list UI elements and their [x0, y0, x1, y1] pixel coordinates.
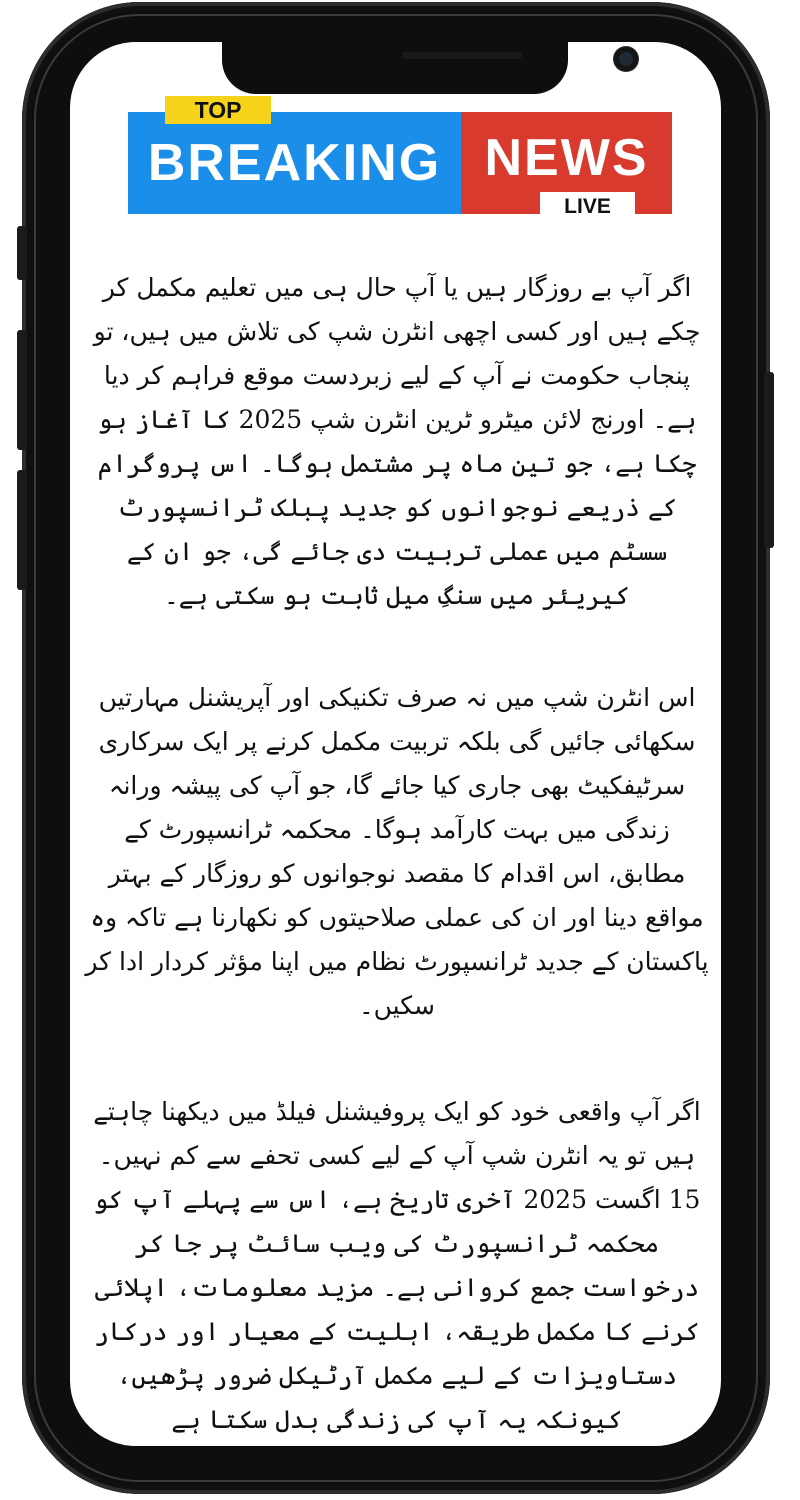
- article-paragraph-1: اگر آپ بے روزگار ہیں یا آپ حال ہی میں تعلیم مکمل کر چکے ہیں اور کسی اچھی انٹرن شپ کی تلاش میں ہیں، تو پنجاب حکومت نے آپ کے لیے زبردست موقع فراہم کر دیا ہے۔ اورنج لائن میٹرو ٹرین انٹرن شپ 2025 کا آغاز ہو چکا ہے، جو تین ماہ پر مشتمل ہوگا۔ اس پروگرام کے ذریعے نوجوانوں کو جدید پبلک ٹرانسپورٹ سسٹم میں عملی تربیت دی جائے گی، جو ان کے کیریئر میں سنگِ میل ثابت ہو سکتی ہے۔: [93, 273, 701, 610]
- volume-up-button: [17, 330, 27, 450]
- article-paragraph-2: اس انٹرن شپ میں نہ صرف تکنیکی اور آپریشنل مہارتیں سکھائی جائیں گی بلکہ تربیت مکمل کرنے پر ایک سرکاری سرٹیفکیٹ بھی جاری کیا جائے گا، جو آپ کی پیشہ ورانہ زندگی میں بہت کارآمد ہوگا۔ محکمہ ٹرانسپورٹ کے مطابق، اس اقدام کا مقصد نوجوانوں کو روزگار کے بہتر مواقع دینا اور ان کی عملی صلاحیتوں کو نکھارنا ہے تاکہ وہ پاکستان کے جدید ٹرانسپورٹ نظام میں اپنا مؤثر کردار ادا کر سکیں۔: [85, 683, 709, 1020]
- notch: [222, 42, 568, 94]
- news-label: NEWS: [461, 112, 672, 214]
- live-label: LIVE: [540, 192, 635, 222]
- phone-screen: [70, 42, 721, 1446]
- power-button: [764, 372, 774, 548]
- top-label: TOP: [165, 96, 271, 124]
- mute-switch: [17, 226, 27, 280]
- article-body: [84, 266, 710, 1442]
- front-camera-icon: [614, 47, 638, 71]
- breaking-news-banner: [128, 96, 672, 231]
- speaker-grille: [402, 52, 522, 59]
- breaking-label: BREAKING: [128, 112, 461, 214]
- article-paragraph-3: اگر آپ واقعی خود کو ایک پروفیشنل فیلڈ میں دیکھنا چاہتے ہیں تو یہ انٹرن شپ آپ کے لیے کسی تحفے سے کم نہیں۔ 15 اگست 2025 آخری تاریخ ہے، اس سے پہلے آپ کو محکمہ ٹرانسپورٹ کی ویب سائٹ پر جا کر درخواست جمع کروانی ہے۔ مزید معلومات، اپلائی کرنے کا مکمل طریقہ، اہلیت کے معیار اور درکار دستاویزات کے لیے مکمل آرٹیکل ضرور پڑھیں، کیونکہ یہ آپ کی زندگی بدل سکتا ہے: [93, 1097, 701, 1434]
- volume-down-button: [17, 470, 27, 590]
